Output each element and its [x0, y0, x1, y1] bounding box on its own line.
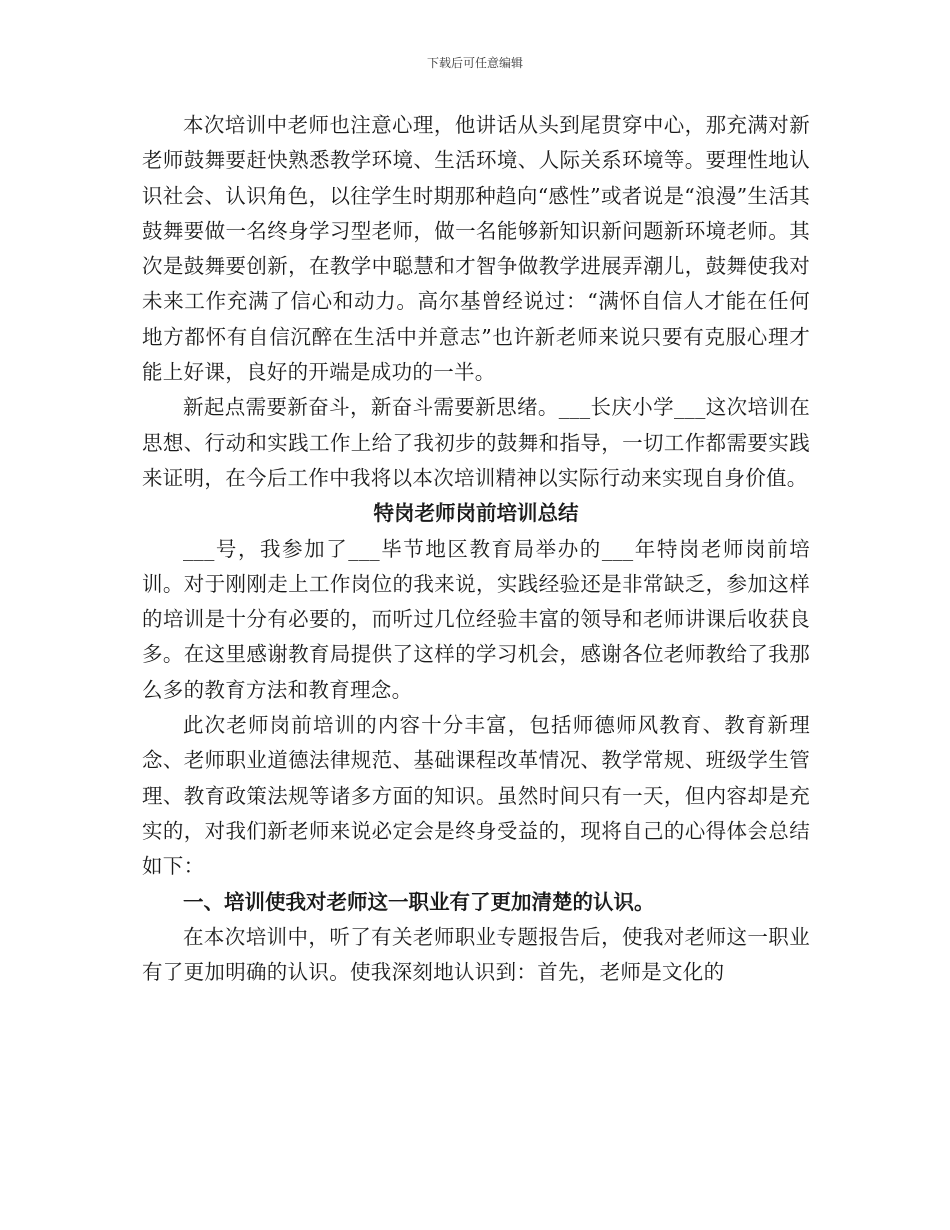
section-title: 特岗老师岗前培训总结: [373, 501, 579, 526]
subheading-1: 一、培训使我对老师这一职业有了更加清楚的认识。: [183, 889, 655, 914]
paragraph-1: 本次培训中老师也注意心理，他讲话从头到尾贯穿中心，那充满对新老师鼓舞要赶快熟悉教学环境、生活环境、人际关系环境等。要理性地认识社会、认识角色，以往学生时期那种趋向“感性”或者说是“浪漫”生活其鼓舞要做一名终身学习型老师，做一名能够新知识新问题新环境老师。其次是鼓舞要创新，在教学中聪慧和才智争做教学进展弄潮儿，鼓舞使我对未来工作充满了信心和动力。高尔基曾经说过：“满怀自信人才能在任何地方都怀有自信沉醉在生活中并意志”也许新老师来说只要有克服心理才能上好课，良好的开端是成功的一半。: [142, 113, 810, 385]
paragraph-5: 在本次培训中，听了有关老师职业专题报告后，使我对老师这一职业有了更加明确的认识。使我深刻地认识到：首先，老师是文化的: [142, 924, 810, 985]
paragraph-2: 新起点需要新奋斗，新奋斗需要新思绪。___长庆小学___这次培训在思想、行动和实践工作上给了我初步的鼓舞和指导，一切工作都需要实践来证明，在今后工作中我将以本次培训精神以实际行动来实现自身价值。: [142, 395, 810, 490]
paragraph-3: ___号，我参加了___毕节地区教育局举办的___年特岗老师岗前培训。对于刚刚走上工作岗位的我来说，实践经验还是非常缺乏，参加这样的培训是十分有必要的，而听过几位经验丰富的领导和老师讲课后收获良多。在这里感谢教育局提供了这样的学习机会，感谢各位老师教给了我那么多的教育方法和教育理念。: [142, 536, 810, 702]
page-header: 下载后可任意编辑: [426, 56, 523, 70]
document-body: [142, 108, 810, 990]
paragraph-4: 此次老师岗前培训的内容十分丰富，包括师德师风教育、教育新理念、老师职业道德法律规范、基础课程改革情况、教学常规、班级学生管理、教育政策法规等诸多方面的知识。虽然时间只有一天，但内容却是充实的，对我们新老师来说必定会是终身受益的，现将自己的心得体会总结如下：: [142, 713, 810, 879]
